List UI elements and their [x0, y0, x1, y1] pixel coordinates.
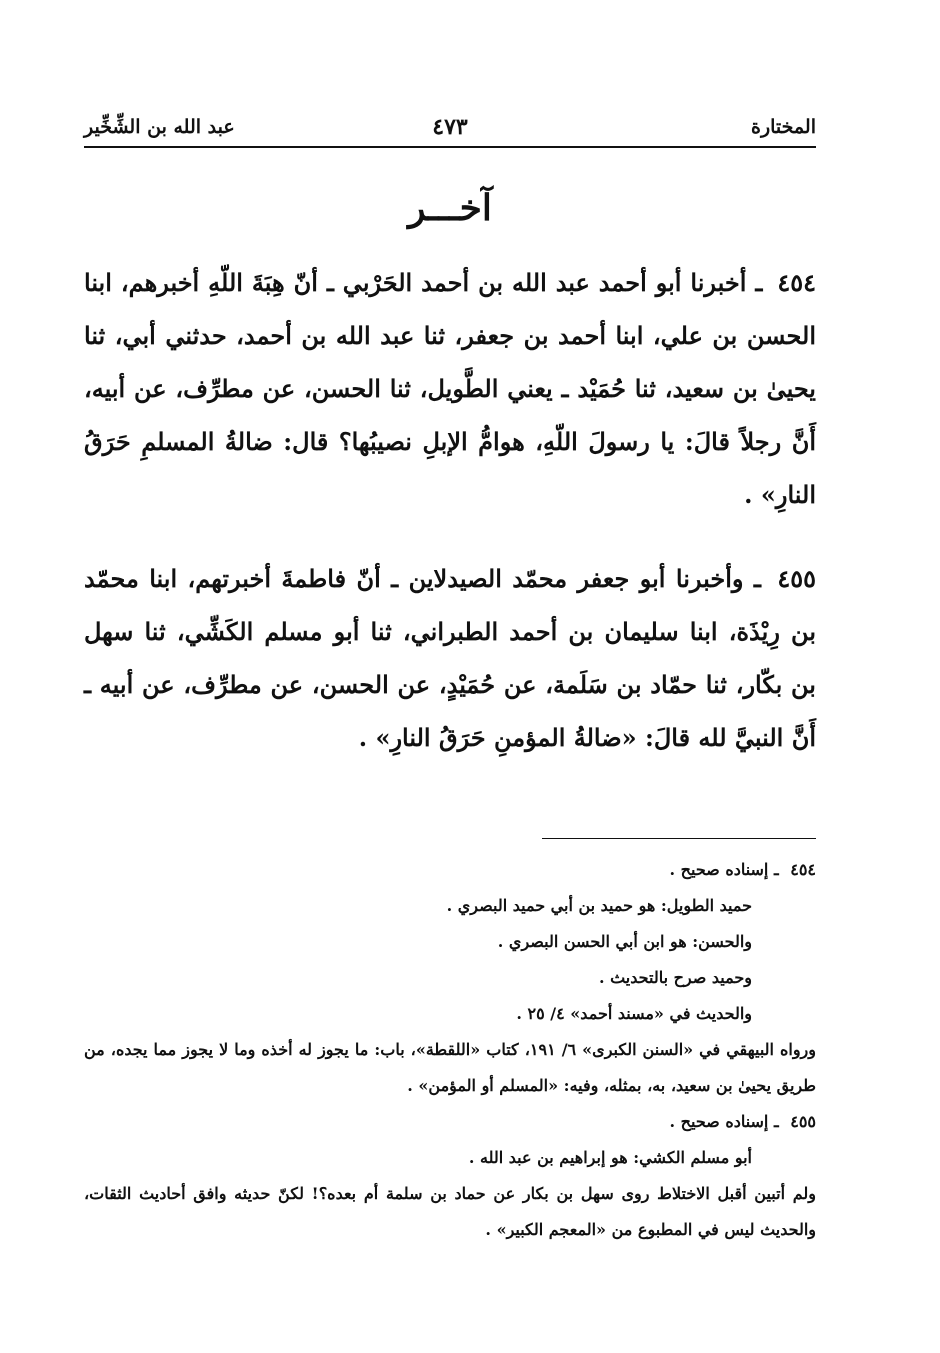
header-rule [84, 146, 816, 148]
hadith-text: ـ أخبرنا أبو أحمد عبد الله بن أحمد الحَرْبي ـ أنّ هِبَةَ اللّهِ أخبرهم، ابنا الحسن بن علي، ابنا أحمد بن جعفر، ثنا عبد الله بن أحمد، حدثني أبي، ثنا يحيىٰ بن سعيد، ثنا حُمَيْد ـ يعني الطَّويل، ثنا الحسن، عن مطرِّف، عن أبيه، أَنَّ رجلاً قالَ: يا رسولَ اللّهِ، هوامُّ الإبلِ نصيبُها؟ قال: ضالةُ المسلمِ حَرَقُ النارِ» . [84, 268, 816, 509]
footnote-line: والحديث في «مسند أحمد» ٤/ ٢٥ . [516, 1004, 752, 1023]
header-chapter-title: عبد الله بن الشِّخِّير [84, 116, 235, 138]
footnote-number: ٤٥٥ [790, 1112, 816, 1131]
hadith-454 [84, 256, 816, 521]
footnote-line: ورواه البيهقي في «السنن الكبرى» ٦/ ١٩١، كتاب «اللقطة»، باب: ما يجوز له أخذه وما لا يجوز مما يجده، من طريق يحيىٰ بن سعيد، به، بمثله، وفيه: «المسلم أو المؤمن» . [84, 1040, 817, 1095]
section-title: آخـــر [408, 187, 492, 229]
hadith-number: ٤٥٥ [777, 564, 816, 593]
footnote-head-text: ـ إسناده صحيح . [669, 1112, 779, 1131]
footnote-separator [542, 838, 816, 839]
header-book-title: المختارة [751, 116, 816, 138]
footnote-number: ٤٥٤ [790, 860, 816, 879]
footnote-line: ولم أتبين أقبل الاختلاط روى سهل بن بكار عن حماد بن سلمة أم بعده؟! لكنّ حديثه وافق أحاديث الثقات، والحديث ليس في المطبوع من «المعجم الكبير» . [84, 1184, 817, 1239]
footnote-head-text: ـ إسناده صحيح . [669, 860, 779, 879]
page-number: ٤٧٣ [432, 114, 468, 140]
footnote-454-head [84, 852, 816, 888]
footnotes [84, 852, 816, 1248]
footnote-line: والحسن: هو ابن أبي الحسن البصري . [497, 932, 752, 951]
hadith-text: ـ وأخبرنا أبو جعفر محمّد الصيدلاين ـ أنّ فاطمةَ أخبرتهم، ابنا محمّد بن رِيْذَة، ابنا سليمان بن أحمد الطبراني، ثنا أبو مسلم الكَشِّي، ثنا سهل بن بكّار، ثنا حمّاد بن سَلَمة، عن حُمَيْدٍ، عن الحسن، عن مطرِّف، عن أبيه ـ أَنَّ النبيَّ لله قالَ: «ضالةُ المؤمنِ حَرَقُ النارِ» . [84, 564, 816, 752]
footnote-line: أبو مسلم الكشي: هو إبراهيم بن عبد الله . [468, 1148, 752, 1167]
running-header [84, 112, 816, 142]
footnote-455-head [84, 1104, 816, 1140]
footnote-line: وحميد صرح بالتحديث . [598, 968, 752, 987]
footnote-line: حميد الطويل: هو حميد بن أبي حميد البصري . [446, 896, 752, 915]
hadith-455 [84, 552, 816, 764]
hadith-number: ٤٥٤ [777, 268, 817, 297]
